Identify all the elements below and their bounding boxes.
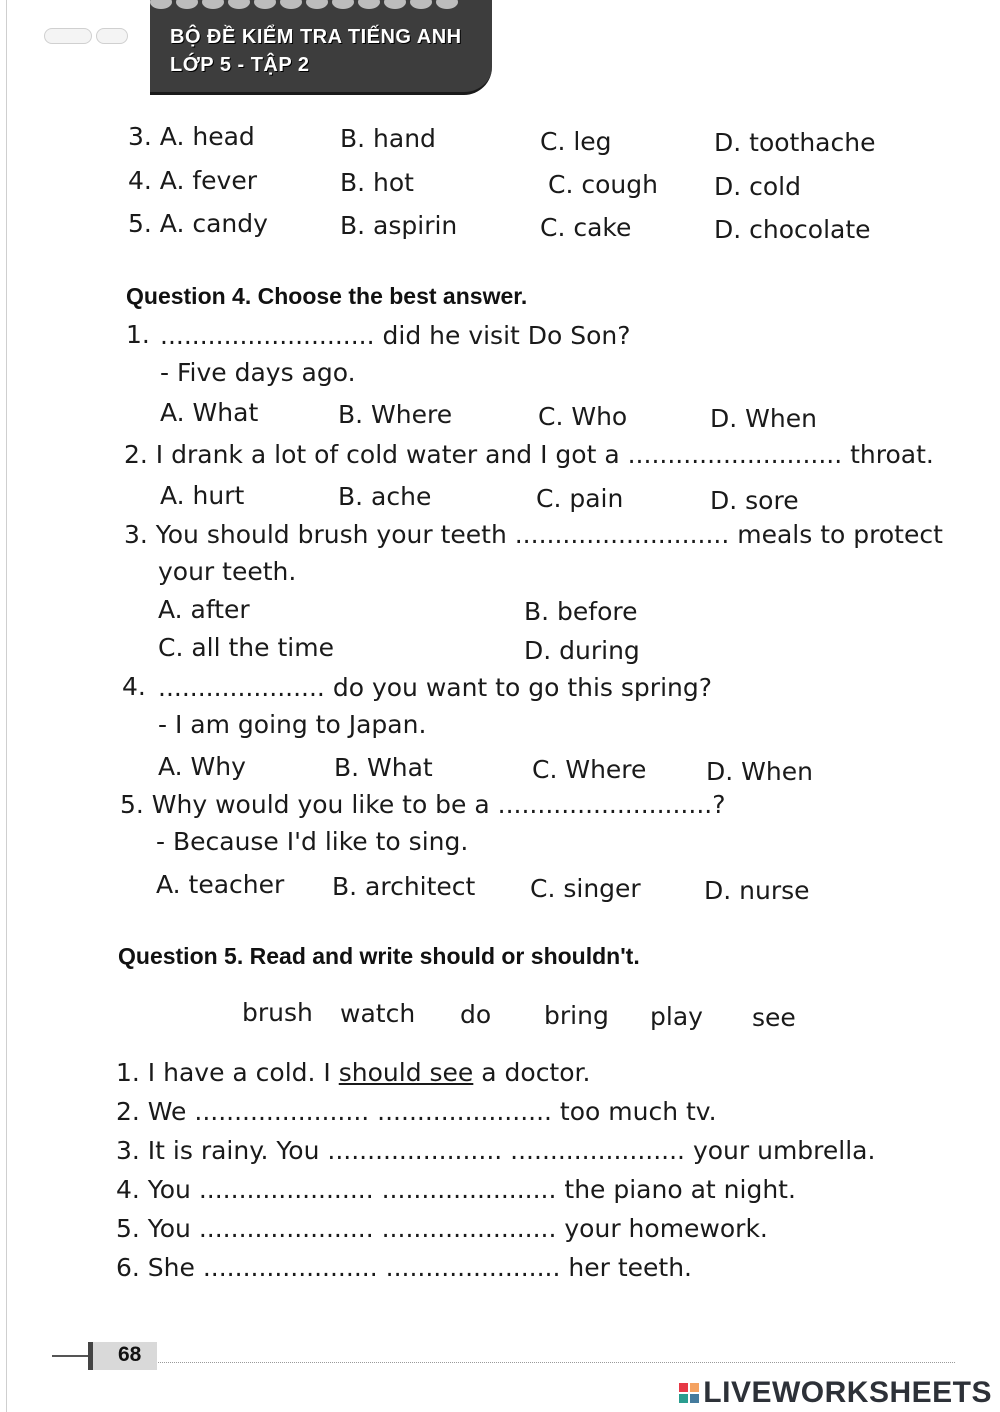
option-d: D. When — [706, 757, 813, 786]
option-b: B. before — [524, 597, 638, 626]
logo-grid-icon — [679, 1383, 699, 1403]
page-edge — [6, 0, 7, 1412]
option-a: 4. A. fever — [128, 166, 257, 195]
option-c: C. cake — [540, 213, 632, 242]
option-a: A. Why — [158, 752, 246, 781]
item-reply: - Because I'd like to sing. — [156, 827, 469, 856]
page-number: 68 — [118, 1343, 142, 1366]
option-d: D. toothache — [714, 128, 876, 157]
item-stem: 5. Why would you like to be a ...........................? — [120, 790, 726, 819]
example-answer: should see — [338, 1058, 474, 1087]
option-c: C. all the time — [158, 633, 334, 662]
option-d: D. When — [710, 404, 817, 433]
item-reply: - I am going to Japan. — [158, 710, 427, 739]
option-a: A. teacher — [156, 870, 285, 899]
item-number: 4. — [122, 672, 146, 701]
option-d: D. sore — [710, 486, 799, 515]
page-marker-stem — [52, 1355, 88, 1357]
question-5-title: Question 5. Read and write should or shouldn't. — [118, 943, 640, 969]
brand-name: LIVEWORKSHEETS — [703, 1376, 992, 1409]
option-b: B. hot — [340, 168, 414, 197]
header-dots — [150, 0, 492, 8]
question-4-title: Question 4. Choose the best answer. — [126, 283, 528, 309]
liveworksheets-logo — [679, 1376, 992, 1410]
option-b: B. hand — [340, 124, 436, 153]
word-bank-item: play — [650, 1002, 703, 1031]
option-b: B. Where — [338, 400, 453, 429]
book-title: BỘ ĐỀ KIỂM TRA TIẾNG ANH — [170, 26, 462, 48]
fill-in-line[interactable]: 4. You ...................... ...................... the piano at night. — [116, 1175, 796, 1204]
fill-in-line[interactable]: 3. It is rainy. You ...................... ...................... your umbrella. — [116, 1136, 876, 1165]
option-c: C. Who — [538, 402, 628, 431]
example-sentence — [116, 1058, 590, 1087]
option-a: A. after — [158, 595, 250, 624]
option-c: C. cough — [548, 170, 658, 199]
word-bank-item: brush — [242, 998, 313, 1027]
option-d: D. nurse — [704, 876, 810, 905]
word-bank-item: watch — [340, 999, 416, 1028]
fill-in-line[interactable]: 6. She ...................... ...................... her teeth. — [116, 1253, 693, 1282]
option-b: B. ache — [338, 482, 432, 511]
item-stem: ........................... did he visit Do Son? — [160, 321, 631, 350]
option-c: C. leg — [540, 127, 612, 156]
option-b: B. What — [334, 753, 433, 782]
word-bank-item: do — [460, 1000, 492, 1029]
book-subtitle: LỚP 5 - TẬP 2 — [170, 54, 310, 76]
option-c: C. pain — [536, 484, 624, 513]
option-c: C. singer — [530, 874, 641, 903]
header-decoration — [96, 28, 128, 44]
option-a: 3. A. head — [128, 122, 255, 151]
item-stem: 3. You should brush your teeth ........................... meals to protect — [124, 520, 943, 549]
example-suffix: a doctor. — [473, 1058, 591, 1087]
option-c: C. Where — [532, 755, 647, 784]
option-d: D. during — [524, 636, 640, 665]
item-number: 1. — [126, 320, 150, 349]
item-reply: - Five days ago. — [160, 358, 356, 387]
item-stem: ..................... do you want to go this spring? — [158, 673, 713, 702]
option-d: D. cold — [714, 172, 801, 201]
fill-in-line[interactable]: 5. You ...................... ...................... your homework. — [116, 1214, 768, 1243]
option-a: 5. A. candy — [128, 209, 268, 238]
option-b: B. architect — [332, 872, 476, 901]
header-decoration — [44, 28, 92, 44]
option-a: A. hurt — [160, 481, 245, 510]
option-b: B. aspirin — [340, 211, 458, 240]
item-stem-continued: your teeth. — [158, 557, 297, 586]
fill-in-line[interactable]: 2. We ...................... ...................... too much tv. — [116, 1097, 717, 1126]
option-d: D. chocolate — [714, 215, 871, 244]
example-prefix: 1. I have a cold. I — [116, 1058, 339, 1087]
item-stem: 2. I drank a lot of cold water and I got a ........................... throat. — [124, 440, 934, 469]
footer-rule — [150, 1362, 955, 1364]
word-bank-item: bring — [544, 1001, 609, 1030]
word-bank-item: see — [752, 1003, 796, 1032]
option-a: A. What — [160, 398, 259, 427]
